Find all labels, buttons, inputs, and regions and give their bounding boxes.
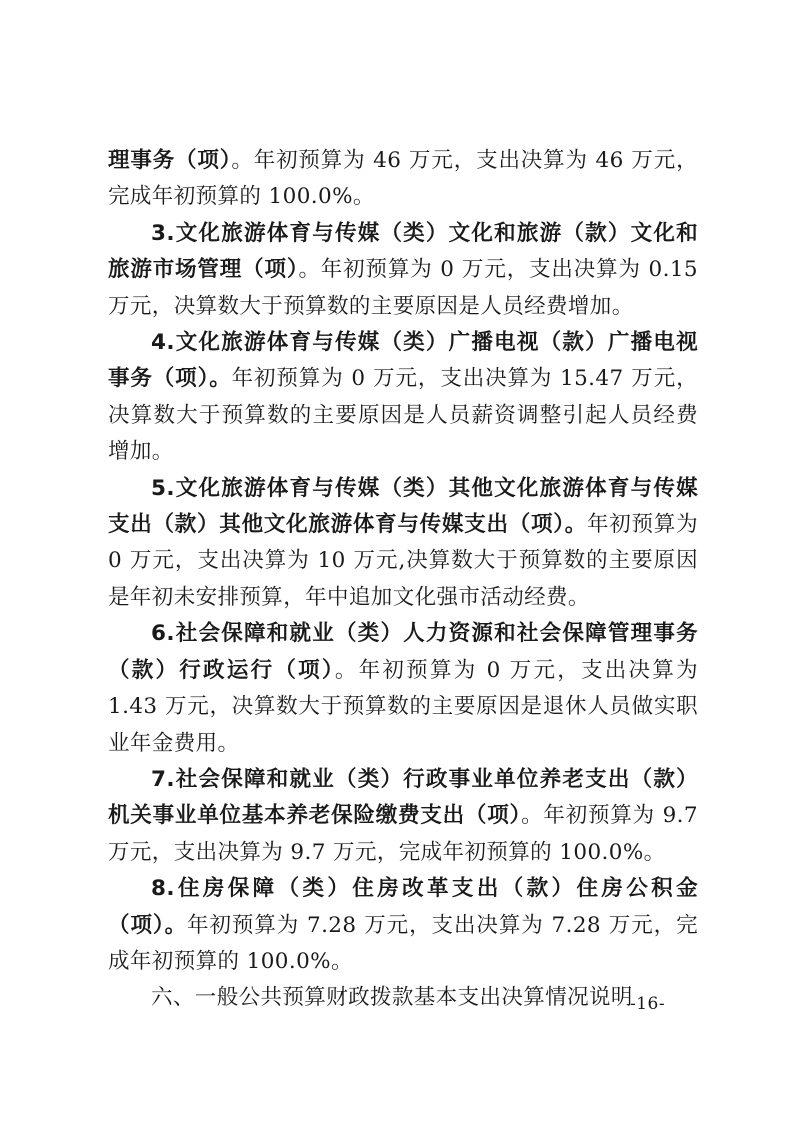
paragraph-4-bold: 5.文化旅游体育与传媒（类）其他文化旅游体育与传媒支出（款）其他文化旅游体育与传媒支出（项）。: [108, 475, 698, 538]
paragraph-7-bold: 8.住房保障（类）住房改革支出（款）住房公积金（项）。: [108, 876, 698, 938]
paragraph-1-bold: 理事务（项）: [108, 148, 232, 173]
document-body: [108, 143, 698, 1017]
paragraph-6-text: 。年初预算为 9.7 万元，支出决算为 9.7 万元，完成年初预算的 100.0%。: [108, 803, 698, 865]
paragraph-5-bold: 6.社会保障和就业（类）人力资源和社会保障管理事务（款）行政运行（项）: [108, 621, 698, 683]
paragraph-6: [108, 762, 698, 871]
paragraph-3: [108, 325, 698, 471]
page-number: -16-: [630, 994, 666, 1014]
paragraph-7: [108, 871, 698, 980]
paragraph-5: [108, 616, 698, 762]
section-heading: 六、一般公共预算财政拨款基本支出决算情况说明: [151, 985, 633, 1011]
paragraph-2-bold: 3.文化旅游体育与传媒（类）文化和旅游（款）文化和旅游市场管理（项）: [108, 220, 698, 283]
paragraph-3-text: 年初预算为 0 万元，支出决算为 15.47 万元，决算数大于预算数的主要原因是人员薪资调整引起人员经费增加。: [108, 366, 698, 465]
paragraph-7-text: 年初预算为 7.28 万元，支出决算为 7.28 万元，完成年初预算的 100.0%。: [108, 912, 698, 974]
paragraph-3-bold: 4.文化旅游体育与传媒（类）广播电视（款）广播电视事务（项）。: [108, 330, 698, 392]
paragraph-2: [108, 216, 698, 325]
paragraph-2-text: 。年初预算为 0 万元，支出决算为 0.15 万元，决算数大于预算数的主要原因是人员经费增加。: [108, 257, 698, 319]
paragraph-1: [108, 143, 698, 216]
paragraph-6-bold: 7.社会保障和就业（类）行政事业单位养老支出（款）机关事业单位基本养老保险缴费支出（项）: [108, 766, 698, 829]
paragraph-4-text: 年初预算为 0 万元，支出决算为 10 万元,决算数大于预算数的主要原因是年初未安排预算，年中追加文化强市活动经费。: [108, 512, 698, 610]
paragraph-4: [108, 471, 698, 617]
paragraph-5-text: 。年初预算为 0 万元，支出决算为 1.43 万元，决算数大于预算数的主要原因是退休人员做实职业年金费用。: [108, 657, 698, 756]
paragraph-1-text: 。年初预算为 46 万元，支出决算为 46 万元，完成年初预算的 100.0%。: [108, 148, 698, 210]
